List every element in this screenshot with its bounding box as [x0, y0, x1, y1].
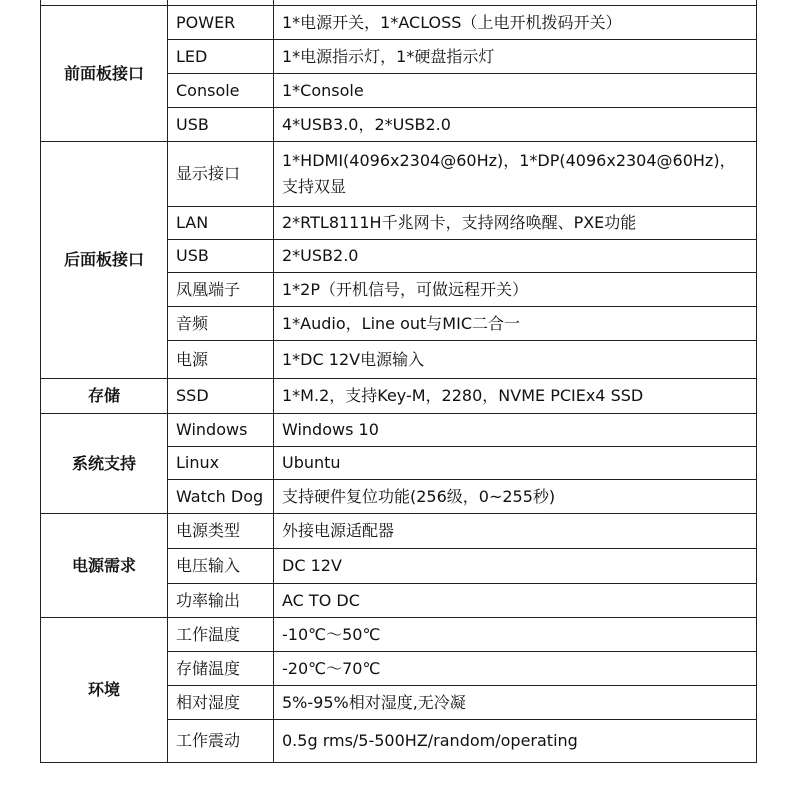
item-cell: 相对湿度: [168, 686, 274, 720]
table-row: [41, 142, 757, 207]
item-cell: USB: [168, 240, 274, 273]
value-cell: Ubuntu: [274, 447, 757, 480]
item-cell: SSD: [168, 379, 274, 414]
item-cell: 音频: [168, 307, 274, 341]
item-cell: POWER: [168, 6, 274, 40]
value-cell: 1*M.2，支持Key-M，2280，NVME PCIEx4 SSD: [274, 379, 757, 414]
table-row: [41, 618, 757, 652]
value-cell: 2*USB2.0: [274, 240, 757, 273]
value-cell: Windows 10: [274, 414, 757, 447]
category-power: 电源需求: [41, 514, 168, 618]
item-cell: Watch Dog: [168, 480, 274, 514]
value-cell: 支持硬件复位功能(256级，0~255秒): [274, 480, 757, 514]
value-cell: 1*Console: [274, 74, 757, 108]
category-storage: 存储: [41, 379, 168, 414]
value-cell: 1*电源指示灯，1*硬盘指示灯: [274, 40, 757, 74]
item-cell: Linux: [168, 447, 274, 480]
item-cell: 存储温度: [168, 652, 274, 686]
value-cell: 4*USB3.0，2*USB2.0: [274, 108, 757, 142]
value-cell: 1*HDMI(4096x2304@60Hz)，1*DP(4096x2304@60Hz)，支持双显: [274, 142, 757, 207]
value-cell: 外接电源适配器: [274, 514, 757, 549]
category-rear-panel: 后面板接口: [41, 142, 168, 379]
item-cell: 凤凰端子: [168, 273, 274, 307]
value-cell: -10℃～50℃: [274, 618, 757, 652]
category-front-panel: 前面板接口: [41, 6, 168, 142]
spec-table: [40, 0, 757, 763]
item-cell: 工作震动: [168, 720, 274, 763]
value-cell: 1*电源开关，1*ACLOSS（上电开机拨码开关）: [274, 6, 757, 40]
value-cell: 1*Audio，Line out与MIC二合一: [274, 307, 757, 341]
value-cell: AC TO DC: [274, 584, 757, 618]
category-os-support: 系统支持: [41, 414, 168, 514]
value-cell: -20℃～70℃: [274, 652, 757, 686]
item-cell: LAN: [168, 207, 274, 240]
value-cell: 2*RTL8111H千兆网卡，支持网络唤醒、PXE功能: [274, 207, 757, 240]
value-cell: DC 12V: [274, 549, 757, 584]
table-row: [41, 6, 757, 40]
item-cell: Console: [168, 74, 274, 108]
item-cell: Windows: [168, 414, 274, 447]
value-cell: 0.5g rms/5-500HZ/random/operating: [274, 720, 757, 763]
value-cell: 1*2P（开机信号，可做远程开关）: [274, 273, 757, 307]
item-cell: USB: [168, 108, 274, 142]
item-cell: 电源: [168, 341, 274, 379]
item-cell: 显示接口: [168, 142, 274, 207]
item-cell: 工作温度: [168, 618, 274, 652]
category-environment: 环境: [41, 618, 168, 763]
table-row: [41, 514, 757, 549]
value-cell: 5%-95%相对湿度,无冷凝: [274, 686, 757, 720]
value-cell: 1*DC 12V电源输入: [274, 341, 757, 379]
item-cell: 电压输入: [168, 549, 274, 584]
item-cell: 功率输出: [168, 584, 274, 618]
item-cell: 电源类型: [168, 514, 274, 549]
table-row: [41, 414, 757, 447]
item-cell: LED: [168, 40, 274, 74]
table-row: [41, 379, 757, 414]
